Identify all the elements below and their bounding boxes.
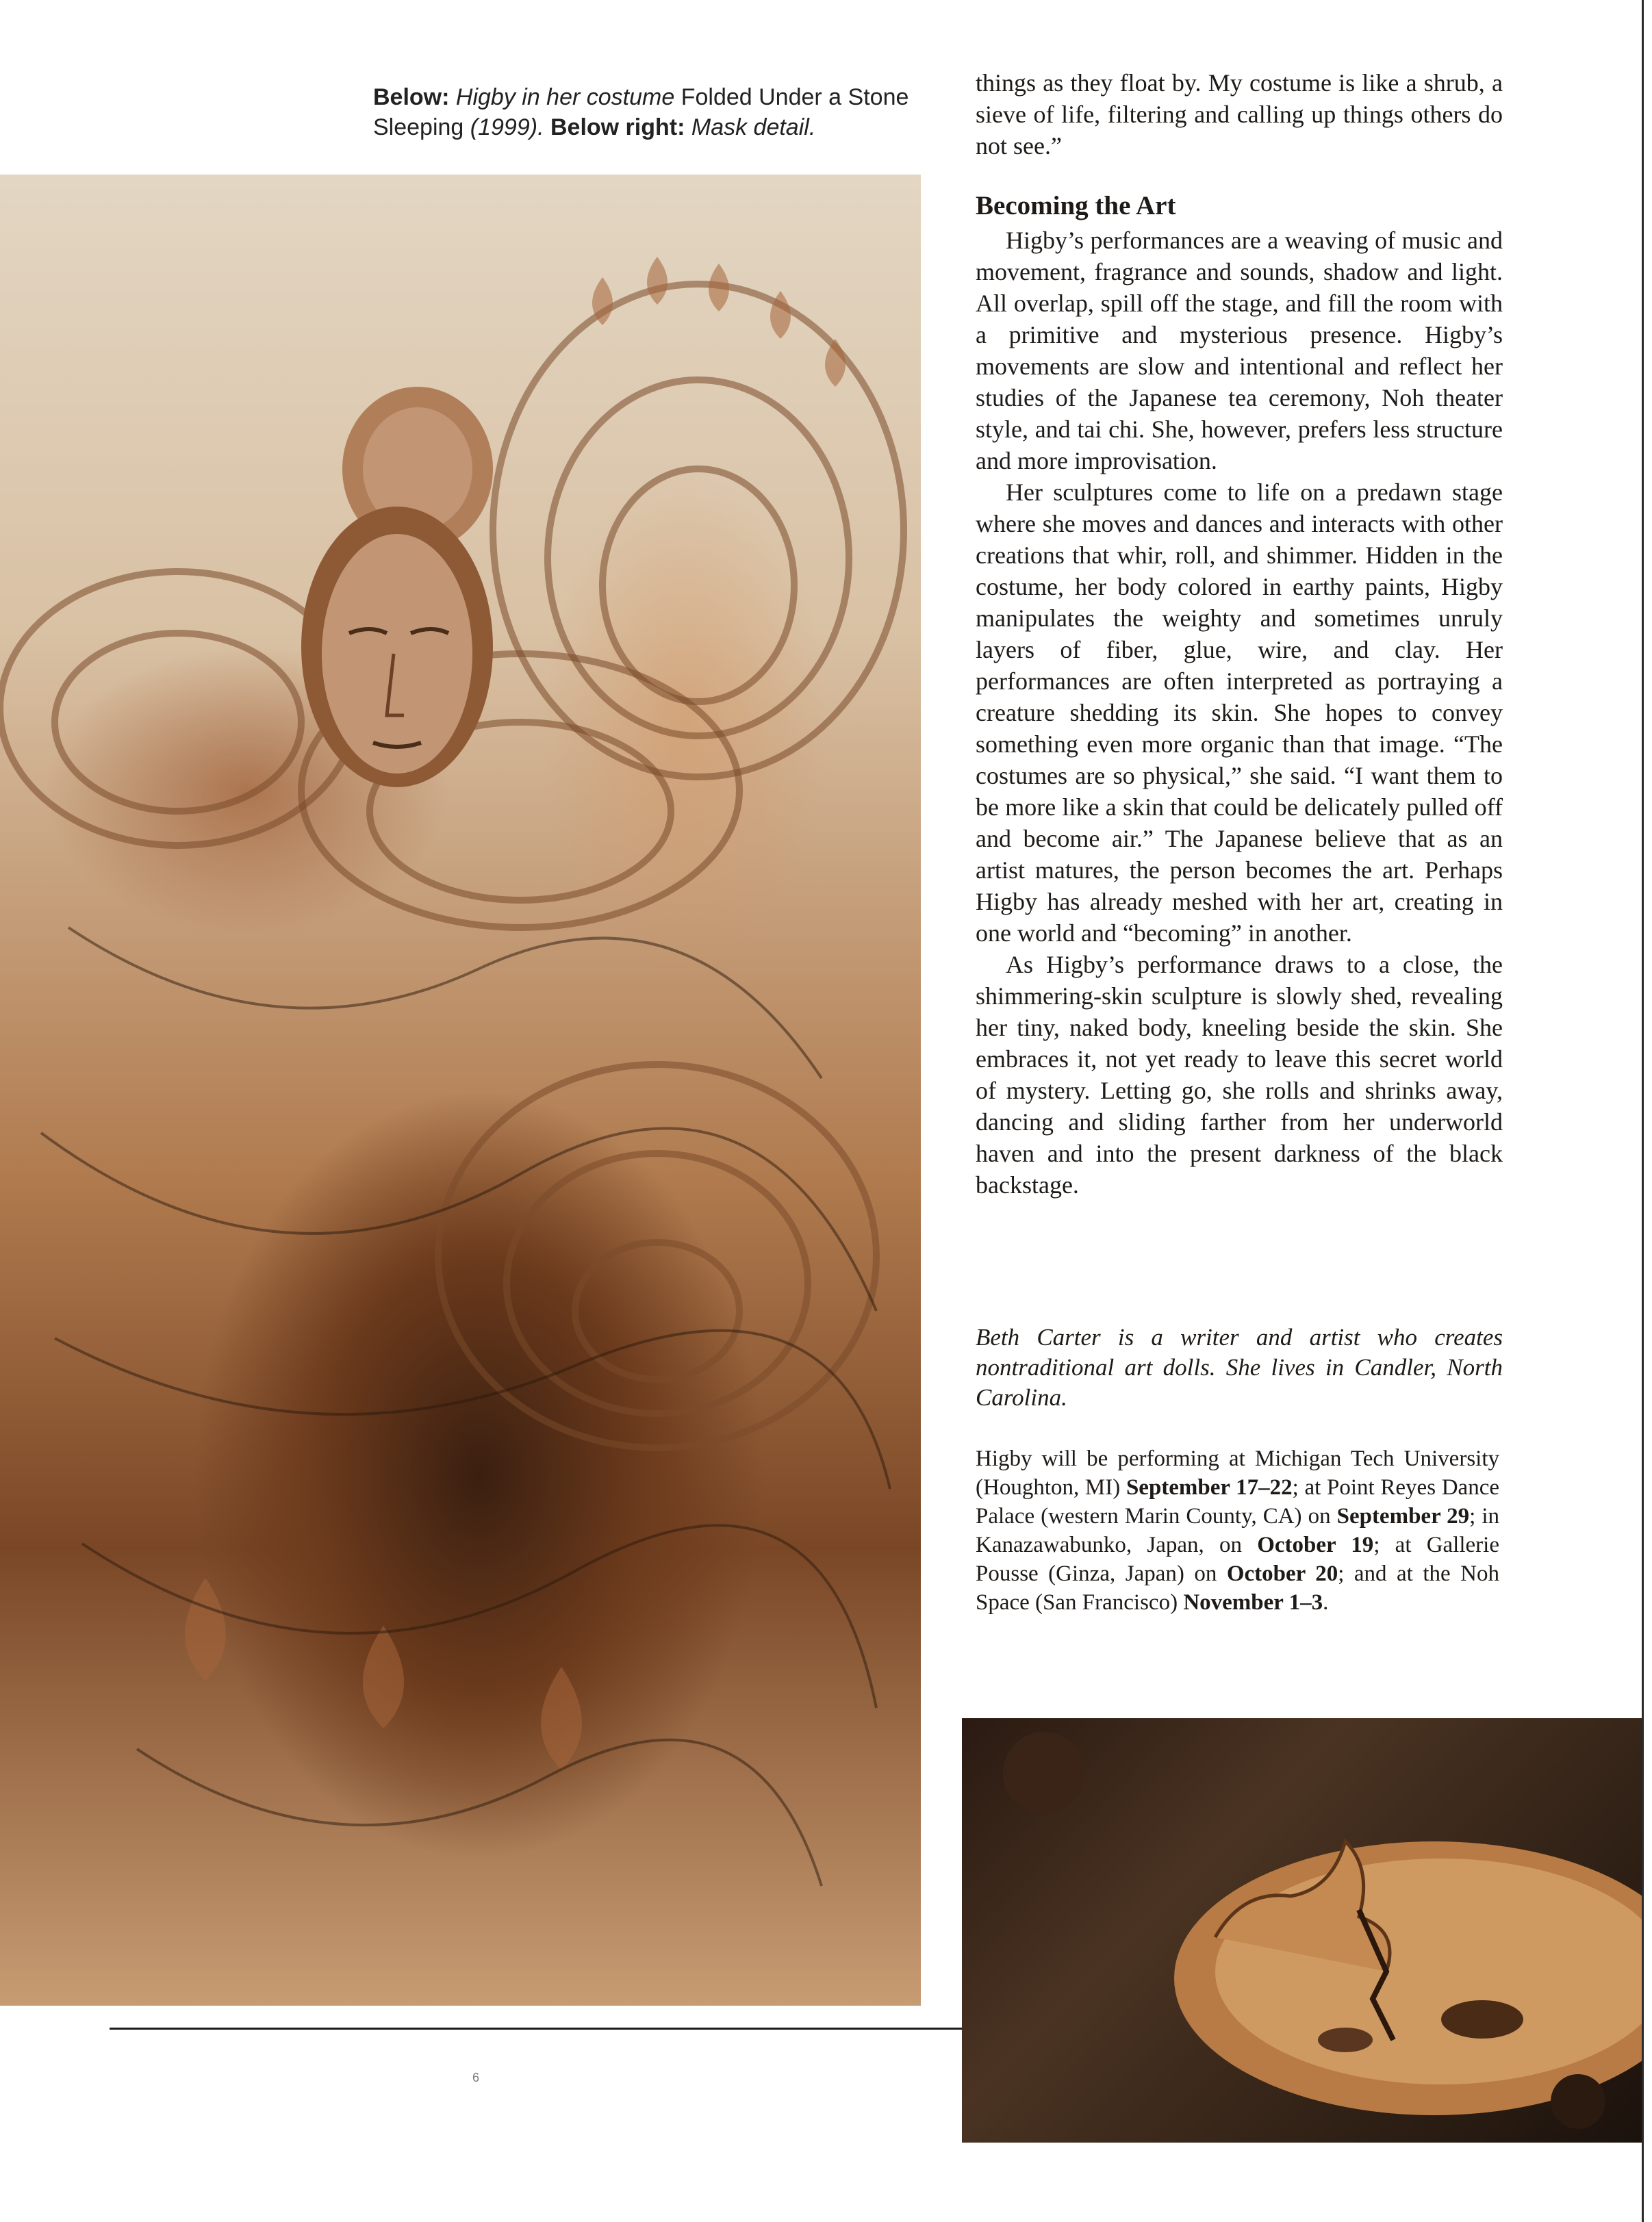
article-paragraph: Higby’s performances are a weaving of music and movement, fragrance and sounds, shadow and light. All overlap, spill off the stage, and fill the room with a primitive and mysterious presence. Higby’s movements are slow and intentional and reflect her studies of the Japanese tea ceremony, Noh theater style, and tai chi. She, however, prefers less structure and more improvisation. <box>976 227 1503 474</box>
author-bio: Beth Carter is a writer and artist who creates nontraditional art dolls. She lives in Candler, North Carolina. <box>976 1324 1503 1411</box>
performance-schedule <box>976 1444 1499 1617</box>
mask-illustration <box>962 1718 1643 2143</box>
page-number: 6 <box>472 2071 480 2084</box>
schedule-date: October 20 <box>1226 1561 1338 1586</box>
caption-artwork-title: Folded Under a Stone Sleeping <box>373 84 909 140</box>
caption-below-label: Below: <box>373 84 450 110</box>
photo-caption <box>373 82 928 142</box>
mask-detail-photo <box>962 1718 1643 2143</box>
article-paragraph: As Higby’s performance draws to a close, the shimmering-skin sculpture is slowly shed, revealing her tiny, naked body, kneeling beside the skin. She embraces it, not yet ready to leave this secret world of mystery. Letting go, she rolls and shrinks away, dancing and sliding farther from her underworld haven and into the present darkness of the black backstage. <box>976 951 1503 1199</box>
schedule-date: November 1–3 <box>1183 1590 1323 1615</box>
caption-below-right-label: Below right: <box>544 114 685 140</box>
schedule-text: ; and at the Noh Space (San Francisco) <box>976 1561 1500 1615</box>
costume-illustration <box>0 175 921 2006</box>
article-paragraph: Her sculptures come to life on a predawn stage where she moves and dances and interacts with other creations that whir, roll, and shimmer. Hidden in the costume, her body colored in earthy paints, Higby manipulates the weighty and sometimes unruly layers of fiber, glue, wire, and clay. Her performances are often interpreted as portraying a creature shedding its skin. She hopes to convey something even more organic than that image. “The costumes are so physical,” she said. “I want them to be more like a skin that could be delicately pulled off and become air.” The Japanese believe that as an artist matures, the person becomes the art. Perhaps Higby has already meshed with her art, creating in one world and “becoming” in another. <box>976 478 1503 947</box>
schedule-text: ; at Point Reyes Dance Palace (western Marin County, CA) on <box>976 1475 1499 1529</box>
caption-below-text: Higby in her costume <box>449 84 681 110</box>
caption-below-right-text: Mask detail. <box>685 114 816 140</box>
schedule-date: September 17–22 <box>1126 1475 1293 1500</box>
schedule-date: September 29 <box>1336 1504 1470 1529</box>
page-edge <box>1642 0 1644 2222</box>
continued-quote: things as they float by. My costume is like a shrub, a sieve of life, filtering and calling up things others do not see.” <box>976 69 1503 159</box>
schedule-text: . <box>1323 1590 1329 1615</box>
divider-rule <box>110 2028 962 2030</box>
article-section <box>976 189 1503 1201</box>
schedule-text: ; at Gallerie Pousse (Ginza, Japan) on <box>976 1533 1499 1586</box>
costume-photo <box>0 175 921 2006</box>
caption-year: (1999). <box>463 114 544 140</box>
schedule-text: Higby will be performing at Michigan Tech University (Houghton, MI) <box>976 1446 1499 1500</box>
section-heading: Becoming the Art <box>976 191 1176 220</box>
schedule-text: ; in Kanazawabunko, Japan, on <box>976 1504 1499 1557</box>
schedule-date: October 19 <box>1257 1533 1374 1557</box>
